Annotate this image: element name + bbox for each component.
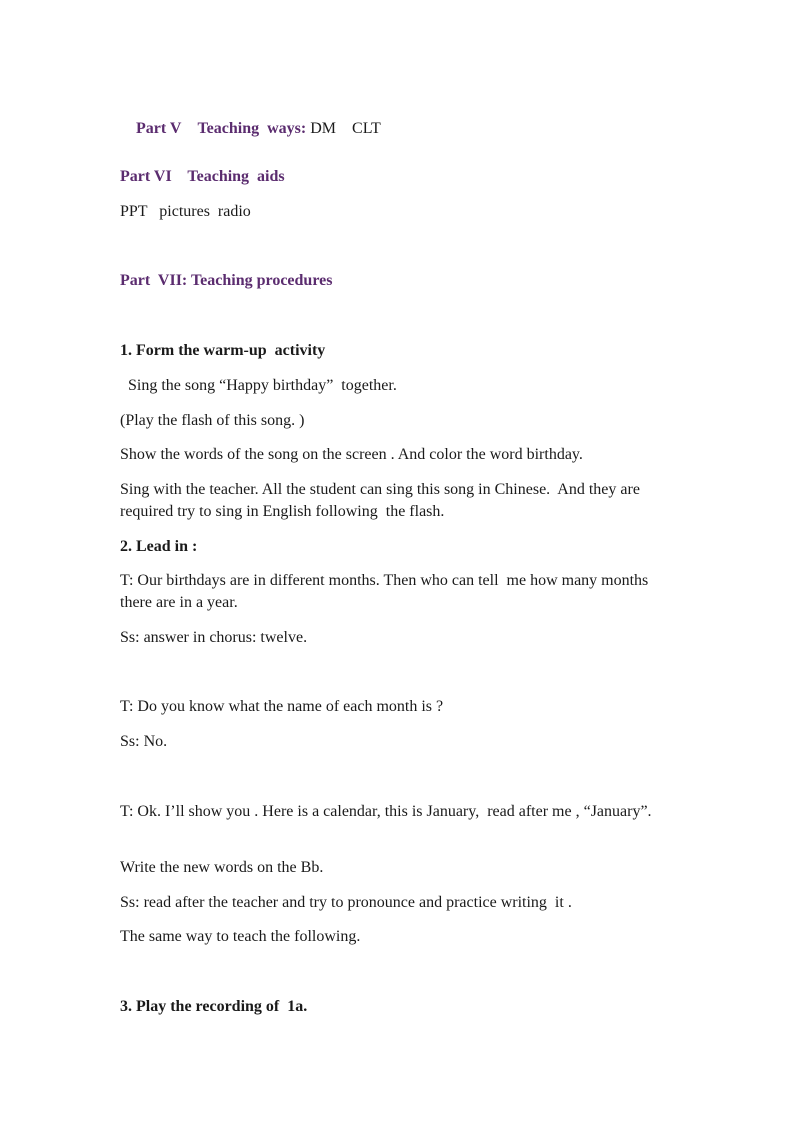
section2-line-6: Write the new words on the Bb. <box>120 859 324 876</box>
part5-label: Part V <box>136 120 182 137</box>
section1-line-1: Sing the song “Happy birthday” together. <box>120 377 397 394</box>
section2-line-5: T: Ok. I’ll show you . Here is a calendar, this is January, read after me , “January”. <box>120 803 652 820</box>
section2-line-2: Ss: answer in chorus: twelve. <box>120 629 308 646</box>
part6-heading: Part VI Teaching aids <box>120 168 285 185</box>
section2-heading: 2. Lead in : <box>120 538 198 555</box>
part5-heading <box>120 96 680 162</box>
section1-line-2: (Play the flash of this song. ) <box>120 412 305 429</box>
section2-line-3: T: Do you know what the name of each month is ? <box>120 698 444 715</box>
section2-line-1: T: Our birthdays are in different months. Then who can tell me how many months there are in a year. <box>120 572 653 611</box>
section3-heading: 3. Play the recording of 1a. <box>120 998 308 1015</box>
part5-title: Teaching ways: <box>197 120 307 137</box>
section2-line-8: The same way to teach the following. <box>120 928 361 945</box>
part5-value: DM CLT <box>310 120 381 137</box>
section2-line-4: Ss: No. <box>120 733 168 750</box>
section2-line-7: Ss: read after the teacher and try to pronounce and practice writing it . <box>120 894 572 911</box>
part7-heading: Part VII: Teaching procedures <box>120 272 333 289</box>
section1-heading: 1. Form the warm-up activity <box>120 342 326 359</box>
section1-line-3: Show the words of the song on the screen . And color the word birthday. <box>120 446 583 463</box>
section1-line-4: Sing with the teacher. All the student can sing this song in Chinese. And they are required try to sing in English following the flash. <box>120 481 644 520</box>
part6-items: PPT pictures radio <box>120 203 251 220</box>
